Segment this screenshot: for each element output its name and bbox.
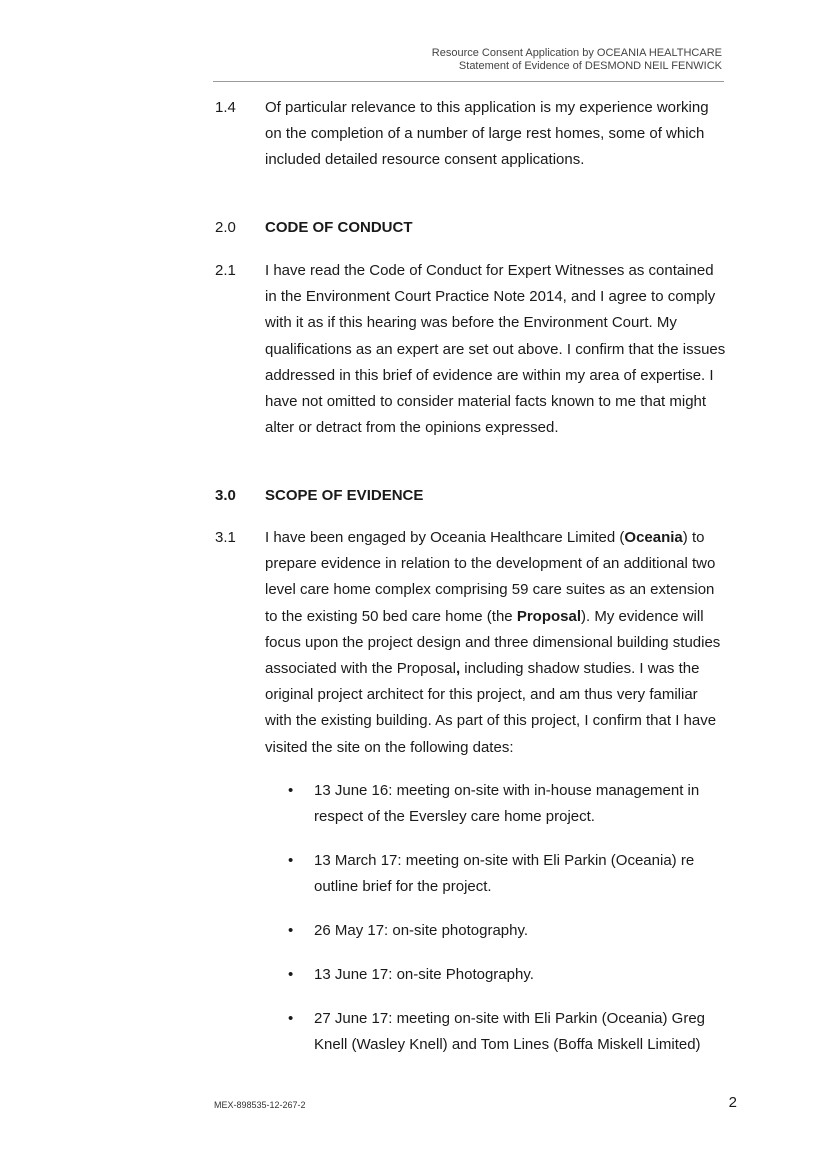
list-item-text: 13 June 17: on-site Photography.	[314, 965, 534, 983]
bold-comma: ,	[455, 660, 461, 678]
paragraph-number: 2.1	[215, 262, 236, 279]
list-item-text: 13 March 17: meeting on-site with Eli Parkin (Oceania) re outline brief for the project.	[314, 852, 695, 896]
list-item	[288, 778, 718, 830]
text-run: ). My evidence will focus upon the project design and three dimensional building studies associated with the Proposal	[265, 607, 721, 678]
text-run: including shadow studies. I was the original project architect for this project, and am thus very familiar with the existing building. As part of this project, I confirm that I have visited the site on the following dates:	[265, 660, 717, 756]
paragraph-text: I have read the Code of Conduct for Expert Witnesses as contained in the Environment Court Practice Note 2014, and I agree to comply with it as if this hearing was before the Environment Court. My qualifications as an expert are set out above. I confirm that the issues addressed in this brief of evidence are within my area of expertise. I have not omitted to consider material facts known to me that might alter or detract from the opinions expressed.	[265, 262, 726, 437]
bullet-icon: •	[288, 782, 294, 799]
section-title: SCOPE OF EVIDENCE	[265, 487, 424, 504]
header-divider	[213, 81, 724, 82]
list-item-text: 27 June 17: meeting on-site with Eli Parkin (Oceania) Greg Knell (Wasley Knell) and Tom Lines (Boffa Miskell Limited)	[314, 1009, 706, 1053]
bullet-icon: •	[288, 1009, 294, 1027]
text-run: I have been engaged by Oceania Healthcare Limited (	[265, 529, 625, 546]
bullet-icon: •	[288, 852, 294, 869]
paragraph-number: 3.1	[215, 529, 236, 546]
text-run: ) to prepare evidence in relation to the development of an additional two level care home complex comprising 59 care suites as an extension to the existing 50 bed care home (the	[265, 529, 716, 625]
list-item	[288, 918, 718, 944]
paragraph-text	[265, 525, 727, 761]
section-number: 3.0	[215, 487, 236, 504]
section-number: 2.0	[215, 219, 236, 236]
bullet-icon: •	[288, 922, 294, 939]
list-item	[288, 848, 718, 900]
site-visit-list	[288, 778, 718, 1076]
header-line-witness: Statement of Evidence of DESMOND NEIL FENWICK	[458, 60, 722, 72]
running-header	[432, 47, 722, 73]
document-reference: MEX-898535-12-267-2	[214, 1100, 306, 1110]
bullet-icon: •	[288, 965, 294, 983]
paragraph-number: 1.4	[215, 99, 236, 116]
paragraph-text: Of particular relevance to this application is my experience working on the completion of a number of large rest homes, some of which included detailed resource consent applications.	[265, 99, 709, 169]
list-item	[288, 1006, 718, 1058]
page-number: 2	[728, 1094, 737, 1111]
defined-term-oceania: Oceania	[624, 529, 683, 546]
list-item-text: 26 May 17: on-site photography.	[314, 922, 529, 939]
defined-term-proposal: Proposal	[516, 607, 582, 625]
list-item-text: 13 June 16: meeting on-site with in-house management in respect of the Eversley care home project.	[314, 782, 700, 826]
section-title: CODE OF CONDUCT	[265, 219, 413, 236]
list-item	[288, 962, 718, 988]
header-line-applicant: Resource Consent Application by OCEANIA HEALTHCARE	[431, 47, 722, 59]
